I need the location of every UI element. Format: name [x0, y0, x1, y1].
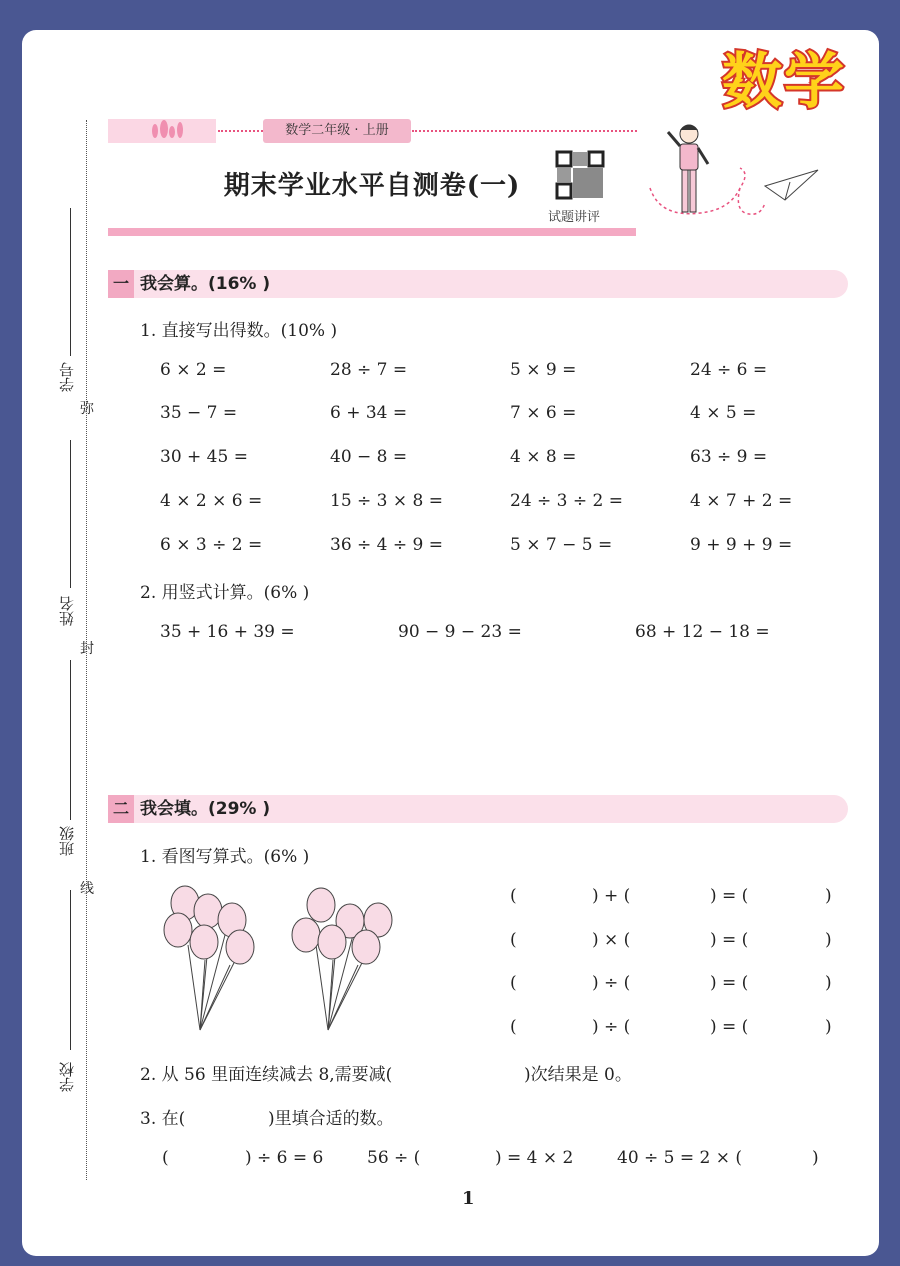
question-prompt: 1. 看图写算式。(6% ) [140, 847, 310, 867]
seal-mark: 弥 [80, 401, 94, 417]
math-problem: 4 × 7 + 2 = [690, 491, 793, 511]
student-id-label: 学号 [58, 362, 76, 392]
side-rule [70, 440, 71, 588]
subject-badge: 数学 [722, 47, 846, 117]
math-problem: 4 × 2 × 6 = [160, 491, 263, 511]
math-problem: 5 × 7 − 5 = [510, 535, 613, 555]
math-problem: 6 × 3 ÷ 2 = [160, 535, 263, 555]
qr-code-icon[interactable] [555, 150, 605, 200]
equation-operator: ) × ( [592, 930, 631, 950]
question-prompt-tail: )里填合适的数。 [268, 1109, 394, 1129]
fill-in-problem: ) ÷ 6 = 6 [245, 1148, 324, 1168]
vertical-calc-problem: 68 + 12 − 18 = [635, 622, 770, 642]
math-problem: 36 ÷ 4 ÷ 9 = [330, 535, 444, 555]
math-problem: 28 ÷ 7 = [330, 360, 408, 380]
equation-operator: ) + ( [592, 886, 631, 906]
page-title: 期末学业水平自测卷(一) [223, 171, 521, 201]
blank-open: ( [510, 1017, 517, 1037]
blank-close: ) [812, 1148, 819, 1168]
blank-close: ) [825, 930, 832, 950]
boy-illustration-icon [640, 118, 820, 238]
math-problem: 6 × 2 = [160, 360, 227, 380]
math-problem: 24 ÷ 6 = [690, 360, 768, 380]
fill-in-problem: ) = 4 × 2 [495, 1148, 574, 1168]
equation-operator: ) ÷ ( [592, 973, 631, 993]
blank-close: ) [825, 973, 832, 993]
math-problem: 5 × 9 = [510, 360, 577, 380]
school-label: 学校 [58, 1062, 76, 1092]
math-problem: 6 + 34 = [330, 403, 408, 423]
equation-operator: ) = ( [710, 930, 749, 950]
fill-in-problem: 40 ÷ 5 = 2 × ( [617, 1148, 743, 1168]
math-problem: 4 × 5 = [690, 403, 757, 423]
seal-mark: 封 [80, 641, 94, 657]
question-prompt: 1. 直接写出得数。(10% ) [140, 321, 338, 341]
seal-mark: 线 [80, 881, 94, 897]
question-prompt: 2. 从 56 里面连续减去 8,需要减( [140, 1065, 393, 1085]
vertical-calc-problem: 35 + 16 + 39 = [160, 622, 295, 642]
trees-icon [108, 119, 216, 143]
question-prompt: 3. 在( [140, 1109, 186, 1129]
blank-open: ( [510, 973, 517, 993]
header-dotted-line [218, 130, 263, 132]
math-problem: 35 − 7 = [160, 403, 238, 423]
section-title: 我会算。(16% ) [140, 274, 271, 294]
math-problem: 9 + 9 + 9 = [690, 535, 793, 555]
blank-open: ( [510, 886, 517, 906]
class-label: 班级 [58, 826, 76, 856]
blank-close: ) [825, 1017, 832, 1037]
decorative-tab [108, 119, 216, 143]
math-problem: 63 ÷ 9 = [690, 447, 768, 467]
side-rule [70, 890, 71, 1050]
math-problem: 24 ÷ 3 ÷ 2 = [510, 491, 624, 511]
name-label: 姓名 [58, 596, 76, 626]
page-number: 1 [462, 1188, 475, 1209]
math-problem: 4 × 8 = [510, 447, 577, 467]
math-problem: 40 − 8 = [330, 447, 408, 467]
fill-in-problem: 56 ÷ ( [367, 1148, 421, 1168]
side-rule [70, 660, 71, 820]
title-underline [108, 228, 636, 236]
equation-operator: ) = ( [710, 886, 749, 906]
section-number: 二 [108, 795, 134, 823]
section-number: 一 [108, 270, 134, 298]
blank-open: ( [162, 1148, 169, 1168]
equation-operator: ) = ( [710, 1017, 749, 1037]
side-rule [70, 208, 71, 356]
blank-open: ( [510, 930, 517, 950]
blank-close: ) [825, 886, 832, 906]
balloons-icon [160, 885, 400, 1035]
grade-tag: 数学二年级 · 上册 [263, 119, 411, 143]
vertical-calc-problem: 90 − 9 − 23 = [398, 622, 522, 642]
question-prompt: 2. 用竖式计算。(6% ) [140, 583, 310, 603]
math-problem: 15 ÷ 3 × 8 = [330, 491, 444, 511]
section-title: 我会填。(29% ) [140, 799, 271, 819]
math-problem: 7 × 6 = [510, 403, 577, 423]
qr-caption: 试题讲评 [548, 210, 601, 225]
math-problem: 30 + 45 = [160, 447, 248, 467]
header-dotted-line [412, 130, 637, 132]
equation-operator: ) ÷ ( [592, 1017, 631, 1037]
question-prompt-tail: )次结果是 0。 [524, 1065, 632, 1085]
equation-operator: ) = ( [710, 973, 749, 993]
